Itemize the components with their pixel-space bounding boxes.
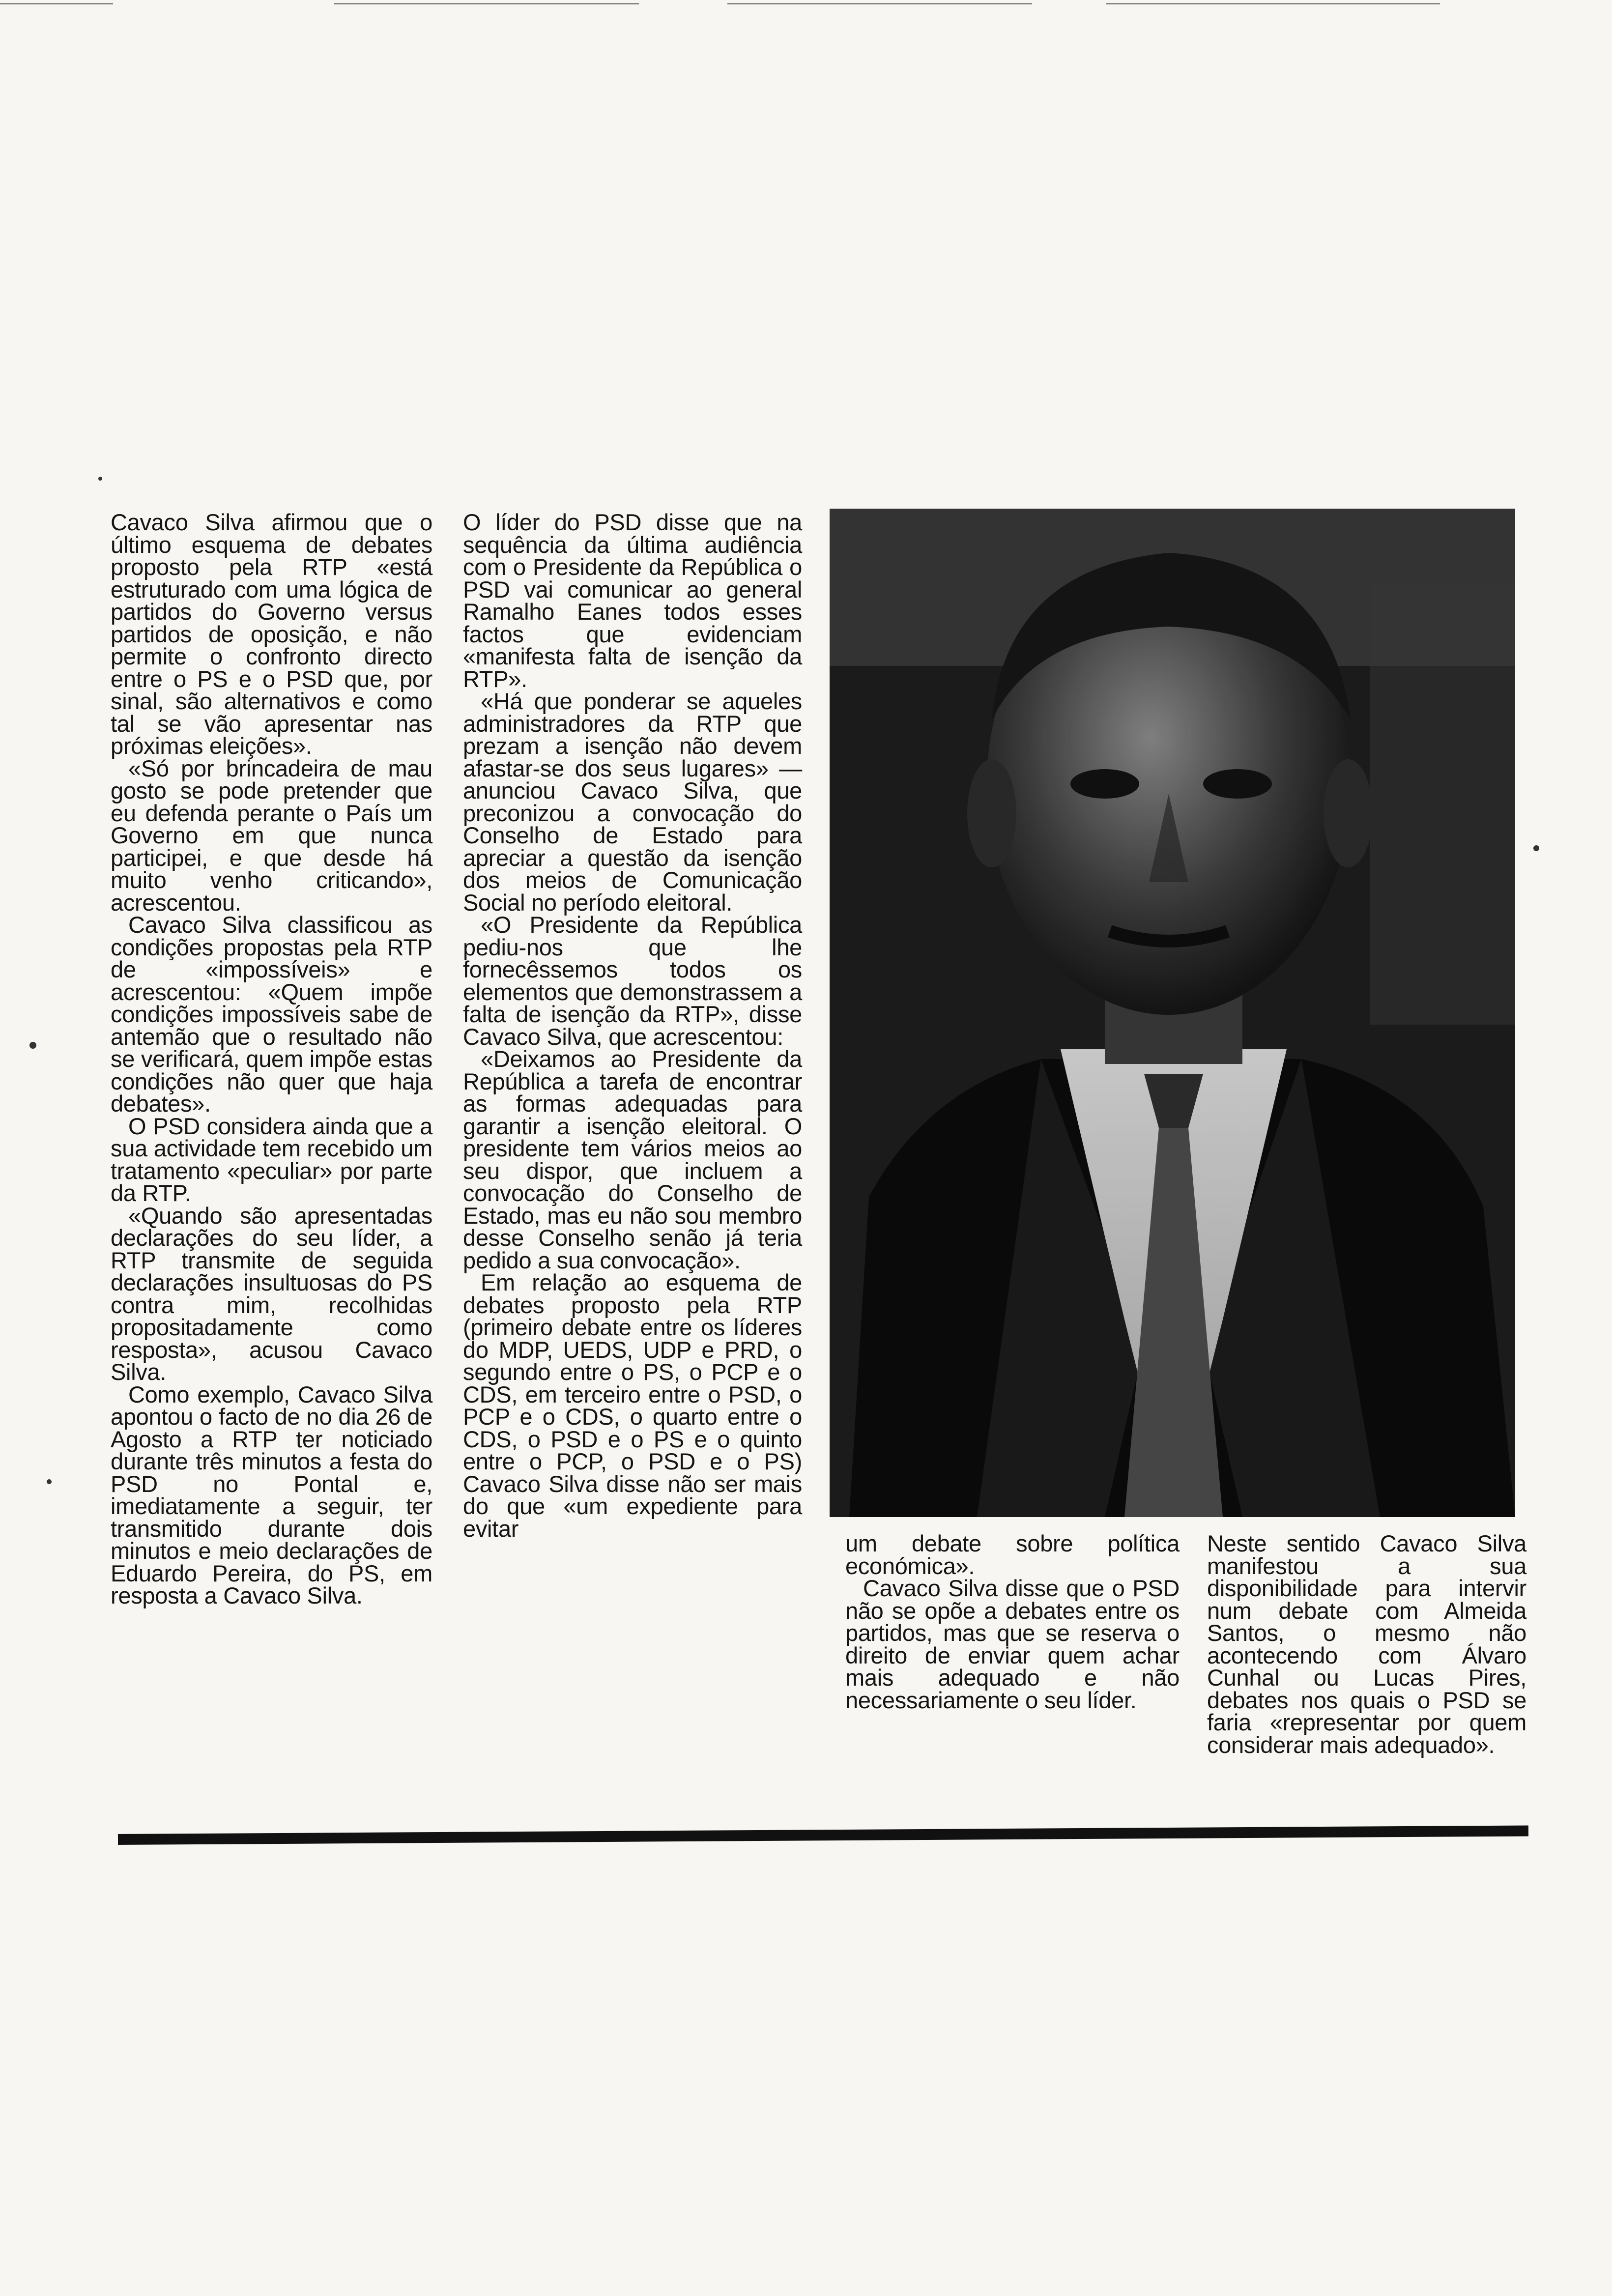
top-rule-far-right — [1106, 3, 1440, 4]
top-rule-right — [727, 3, 1032, 4]
paragraph: Como exemplo, Cavaco Silva apontou o facto de no dia 26 de Agosto a RTP ter noticiado durante três minutos a festa do PSD no Pontal e, imediatamente a seguir, ter transmitido durante dois minutos e meio declarações de Eduardo Pereira, do PS, em resposta a Cavaco Silva. — [111, 1381, 432, 1608]
paragraph: «Há que ponderar se aqueles administradores da RTP que prezam a isenção não devem afastar-se dos seus lugares» — anunciou Cavaco Silva, que preconizou a convocação do Conselho de Estado para apreciar a questão da isenção dos meios de Comunicação Social no período eleitoral. — [463, 688, 802, 916]
speck — [29, 1042, 36, 1049]
top-rule-mid — [334, 3, 639, 4]
paragraph: Neste sentido Cavaco Silva manifestou a sua disponibilidade para intervir num debate com Almeida Santos, o mesmo não acontecendo com Álvaro Cunhal ou Lucas Pires, debates nos quais o PSD se faria «representar por quem considerar mais adequado». — [1207, 1530, 1526, 1758]
speck — [1533, 845, 1539, 851]
speck — [47, 1479, 52, 1484]
paragraph: um debate sobre política económica». — [845, 1530, 1180, 1579]
bottom-rule — [118, 1825, 1528, 1845]
article-column-4 — [1207, 1532, 1526, 1756]
speck — [98, 477, 102, 481]
paragraph: «O Presidente da República pediu-nos que lhe fornecêssemos todos os elementos que demonstrassem a falta de isenção da RTP», disse Cavaco Silva, que acrescentou: — [463, 912, 802, 1050]
article-column-3 — [845, 1532, 1180, 1711]
paragraph: Cavaco Silva afirmou que o último esquema de debates proposto pela RTP «está estruturado com uma lógica de partidos do Governo versus partidos de oposição, e não permite o confronto directo entre o PS e o PSD que, por sinal, são alternativos e como tal se vão apresentar nas próximas eleições». — [111, 509, 432, 759]
paragraph: «Só por brincadeira de mau gosto se pode pretender que eu defenda perante o País um Governo em que nunca participei, e que desde há muito venho criticando», acrescentou. — [111, 755, 432, 916]
paragraph: O PSD considera ainda que a sua actividade tem recebido um tratamento «peculiar» por parte da RTP. — [111, 1113, 432, 1206]
paragraph: Em relação ao esquema de debates proposto pela RTP (primeiro debate entre os líderes do MDP, UEDS, UDP e PRD, o segundo entre o PS, o PCP e o CDS, em terceiro entre o PSD, o PCP e o CDS, o quarto entre o CDS, o PSD e o PS e o quinto entre o PCP, o PSD e o PS) Cavaco Silva disse não ser mais do que «um expediente para evitar — [463, 1269, 802, 1542]
paragraph: Cavaco Silva disse que o PSD não se opõe a debates entre os partidos, mas que se reserva o direito de enviar quem achar mais adequado e não necessariamente o seu líder. — [845, 1575, 1180, 1713]
top-rule-left — [0, 3, 113, 4]
paragraph: Cavaco Silva classificou as condições propostas pela RTP de «impossíveis» e acrescentou: «Quem impõe condições impossíveis sabe de antemão que o resultado não se verificará, quem impõe estas condições não quer que haja debates». — [111, 912, 432, 1117]
article-column-1 — [111, 511, 432, 1607]
paragraph: «Deixamos ao Presidente da República a tarefa de encontrar as formas adequadas para garantir a isenção eleitoral. O presidente tem vários meios ao seu dispor, que incluem a convocação do Conselho de Estado, mas eu não sou membro desse Conselho senão já teria pedido a sua convocação». — [463, 1046, 802, 1273]
paragraph: O líder do PSD disse que na sequência da última audiência com o Presidente da República o PSD vai comunicar ao general Ramalho Eanes todos esses factos que evidenciam «manifesta falta de isenção da RTP». — [463, 509, 802, 692]
paragraph: «Quando são apresentadas declarações do seu líder, a RTP transmite de seguida declarações insultuosas do PS contra mim, recolhidas propositadamente como resposta», acusou Cavaco Silva. — [111, 1202, 432, 1385]
portrait-photo — [830, 509, 1515, 1517]
article-column-2 — [463, 511, 802, 1540]
